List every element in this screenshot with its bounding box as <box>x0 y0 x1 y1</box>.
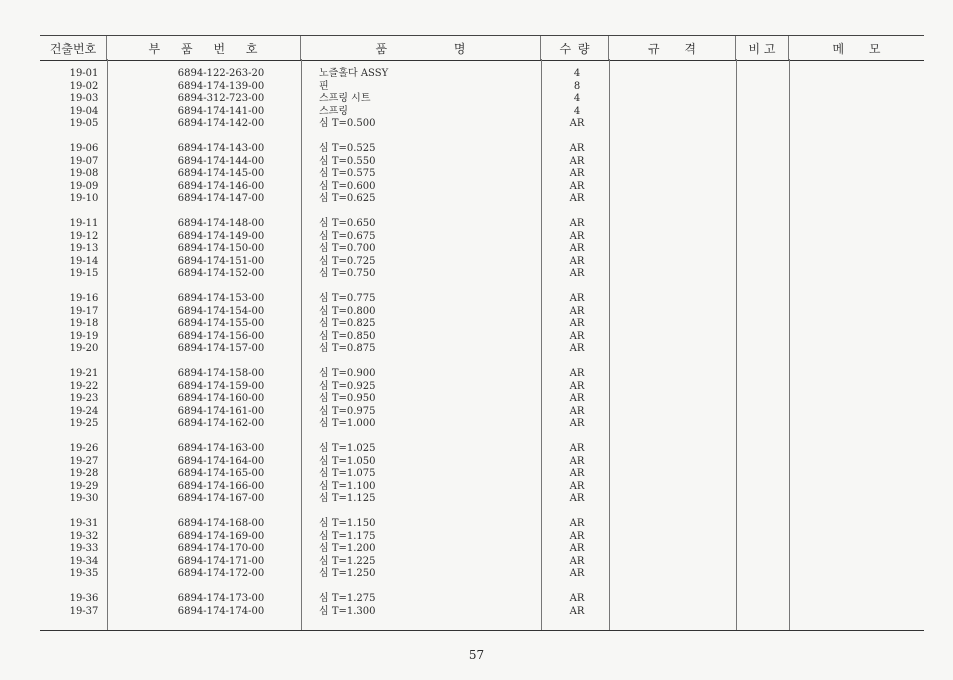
table-row <box>40 143 924 155</box>
header-spec <box>609 36 736 60</box>
table-row <box>40 318 924 330</box>
header-qty-char: 수 <box>559 41 572 56</box>
row-part-name: 심 T=0.875 <box>319 343 376 355</box>
row-quantity: AR <box>569 530 585 542</box>
row-part-number: 6894-174-165-00 <box>177 468 265 480</box>
row-part-number: 6894-174-142-00 <box>177 118 265 130</box>
row-part-number: 6894-174-151-00 <box>177 255 265 267</box>
row-quantity: AR <box>569 405 585 417</box>
table-row <box>40 543 924 555</box>
table-row <box>40 331 924 343</box>
row-part-number: 6894-174-162-00 <box>177 418 265 430</box>
row-quantity: AR <box>569 255 585 267</box>
row-part-name: 심 T=1.150 <box>319 518 376 529</box>
row-part-number: 6894-174-172-00 <box>177 568 265 580</box>
table-row <box>40 381 924 393</box>
row-number: 19-33 <box>69 543 99 555</box>
table-row <box>40 231 924 243</box>
header-qty <box>541 36 609 60</box>
table-row <box>40 243 924 255</box>
row-part-name: 심 T=0.650 <box>319 218 376 229</box>
row-part-name: 심 T=1.050 <box>319 455 376 467</box>
row-number: 19-16 <box>69 293 99 304</box>
row-number: 19-11 <box>69 218 99 229</box>
table-row <box>40 368 924 380</box>
row-part-number: 6894-174-155-00 <box>177 318 265 330</box>
table-row <box>40 256 924 268</box>
row-part-name: 핀 <box>319 80 329 92</box>
table-row <box>40 93 924 105</box>
row-part-number: 6894-174-149-00 <box>177 230 265 242</box>
table-row <box>40 443 924 455</box>
row-quantity: AR <box>569 568 585 580</box>
row-quantity: AR <box>569 268 585 280</box>
header-qty-char: 량 <box>577 41 590 56</box>
row-quantity: AR <box>569 393 585 405</box>
table-header <box>40 35 924 61</box>
header-part-char: 호 <box>245 41 259 56</box>
row-part-name: 심 T=0.550 <box>319 155 376 167</box>
row-part-name: 심 T=0.900 <box>319 368 376 379</box>
row-part-name: 심 T=1.175 <box>319 530 376 542</box>
row-number: 19-35 <box>69 568 99 580</box>
row-number: 19-10 <box>69 193 99 205</box>
row-quantity: AR <box>569 343 585 355</box>
row-quantity: AR <box>569 593 585 604</box>
row-part-number: 6894-174-163-00 <box>177 443 265 454</box>
table-row <box>40 418 924 430</box>
row-quantity: AR <box>569 230 585 242</box>
table-row <box>40 268 924 280</box>
row-part-number: 6894-312-723-00 <box>177 93 265 105</box>
table-row <box>40 406 924 418</box>
row-quantity: AR <box>569 330 585 342</box>
row-part-name: 심 T=0.825 <box>319 318 376 330</box>
row-number: 19-04 <box>69 105 99 117</box>
row-number: 19-26 <box>69 443 99 454</box>
row-number: 19-19 <box>69 330 99 342</box>
table-row <box>40 343 924 355</box>
row-quantity: AR <box>569 318 585 330</box>
row-number: 19-03 <box>69 93 99 105</box>
row-number: 19-05 <box>69 118 99 130</box>
row-quantity: AR <box>569 180 585 192</box>
row-number: 19-21 <box>69 368 99 379</box>
table-row <box>40 293 924 305</box>
row-part-number: 6894-174-145-00 <box>177 168 265 180</box>
row-number: 19-13 <box>69 243 99 255</box>
row-part-name: 심 T=0.700 <box>319 243 376 255</box>
row-part-number: 6894-174-154-00 <box>177 305 265 317</box>
row-number: 19-02 <box>69 80 99 92</box>
row-part-name: 스프링 시트 <box>319 93 371 105</box>
table-row <box>40 493 924 505</box>
row-number: 19-25 <box>69 418 99 430</box>
header-memo-char: 모 <box>868 41 881 56</box>
row-quantity: AR <box>569 168 585 180</box>
row-quantity: AR <box>569 443 585 454</box>
header-name-char: 품 <box>375 41 388 56</box>
row-part-name: 심 T=0.600 <box>319 180 376 192</box>
header-note <box>736 36 789 60</box>
row-part-name: 심 T=1.000 <box>319 418 376 430</box>
row-part-number: 6894-174-143-00 <box>177 143 265 154</box>
row-number: 19-24 <box>69 405 99 417</box>
row-part-name: 심 T=0.975 <box>319 405 376 417</box>
row-part-number: 6894-174-152-00 <box>177 268 265 280</box>
table-row <box>40 156 924 168</box>
row-part-name: 심 T=0.525 <box>319 143 376 154</box>
table-row <box>40 393 924 405</box>
row-part-name: 스프링 <box>319 105 348 117</box>
row-part-name: 심 T=0.750 <box>319 268 376 280</box>
row-part-name: 심 T=1.025 <box>319 443 376 454</box>
row-part-name: 심 T=0.925 <box>319 380 376 392</box>
header-part-number <box>107 36 301 60</box>
row-part-number: 6894-174-161-00 <box>177 405 265 417</box>
row-part-name: 심 T=1.075 <box>319 468 376 480</box>
row-part-name: 심 T=0.725 <box>319 255 376 267</box>
table-row <box>40 556 924 568</box>
row-number: 19-34 <box>69 555 99 567</box>
table-row <box>40 456 924 468</box>
row-part-number: 6894-174-157-00 <box>177 343 265 355</box>
row-part-name: 노즐홀다 ASSY <box>319 68 389 79</box>
table-row <box>40 531 924 543</box>
row-number: 19-01 <box>69 68 99 79</box>
row-part-number: 6894-174-160-00 <box>177 393 265 405</box>
row-quantity: AR <box>569 518 585 529</box>
row-quantity: AR <box>569 118 585 130</box>
row-quantity: 4 <box>573 93 581 105</box>
table-row <box>40 168 924 180</box>
row-part-number: 6894-174-173-00 <box>177 593 265 604</box>
row-part-name: 심 T=0.675 <box>319 230 376 242</box>
row-part-name: 심 T=1.275 <box>319 593 376 604</box>
table-row <box>40 193 924 205</box>
row-part-number: 6894-174-170-00 <box>177 543 265 555</box>
row-part-number: 6894-174-156-00 <box>177 330 265 342</box>
row-quantity: AR <box>569 143 585 154</box>
row-number: 19-37 <box>69 605 99 617</box>
row-part-number: 6894-174-167-00 <box>177 493 265 505</box>
header-note-label: 비 고 <box>748 41 776 56</box>
table-row <box>40 518 924 530</box>
row-number: 19-29 <box>69 480 99 492</box>
row-part-number: 6894-174-159-00 <box>177 380 265 392</box>
row-number: 19-32 <box>69 530 99 542</box>
row-quantity: AR <box>569 243 585 255</box>
header-spec-char: 규 <box>648 41 660 56</box>
row-quantity: 4 <box>573 105 581 117</box>
row-number: 19-30 <box>69 493 99 505</box>
table-row <box>40 181 924 193</box>
row-part-number: 6894-174-169-00 <box>177 530 265 542</box>
row-quantity: AR <box>569 555 585 567</box>
row-number: 19-15 <box>69 268 99 280</box>
row-number: 19-12 <box>69 230 99 242</box>
row-quantity: AR <box>569 493 585 505</box>
row-part-number: 6894-174-168-00 <box>177 518 265 529</box>
header-part-char: 번 <box>213 41 227 56</box>
header-name-char: 명 <box>453 41 466 56</box>
row-quantity: AR <box>569 480 585 492</box>
row-number: 19-06 <box>69 143 99 154</box>
row-quantity: AR <box>569 380 585 392</box>
row-part-number: 6894-174-146-00 <box>177 180 265 192</box>
row-number: 19-09 <box>69 180 99 192</box>
row-quantity: AR <box>569 468 585 480</box>
page-number: 57 <box>468 648 485 662</box>
row-number: 19-23 <box>69 393 99 405</box>
row-quantity: AR <box>569 218 585 229</box>
row-part-name: 심 T=0.800 <box>319 305 376 317</box>
row-quantity: AR <box>569 293 585 304</box>
row-number: 19-14 <box>69 255 99 267</box>
row-part-number: 6894-174-166-00 <box>177 480 265 492</box>
header-name <box>301 36 541 60</box>
row-quantity: AR <box>569 605 585 617</box>
row-number: 19-07 <box>69 155 99 167</box>
row-quantity: AR <box>569 368 585 379</box>
row-part-number: 6894-174-158-00 <box>177 368 265 379</box>
header-memo-char: 메 <box>832 41 845 56</box>
table-bottom-rule <box>40 630 924 631</box>
row-number: 19-27 <box>69 455 99 467</box>
row-part-number: 6894-174-174-00 <box>177 605 265 617</box>
header-spec-char: 격 <box>684 41 696 56</box>
header-part-char: 부 <box>148 41 162 56</box>
row-part-number: 6894-174-153-00 <box>177 293 265 304</box>
table-row <box>40 593 924 605</box>
row-number: 19-31 <box>69 518 99 529</box>
header-no-label: 건출번호 <box>49 41 97 56</box>
row-part-number: 6894-122-263-20 <box>177 68 265 79</box>
row-quantity: AR <box>569 155 585 167</box>
row-part-number: 6894-174-139-00 <box>177 80 265 92</box>
row-number: 19-20 <box>69 343 99 355</box>
row-quantity: AR <box>569 455 585 467</box>
row-part-number: 6894-174-147-00 <box>177 193 265 205</box>
table-row <box>40 468 924 480</box>
row-part-name: 심 T=0.625 <box>319 193 376 205</box>
row-part-name: 심 T=1.200 <box>319 543 376 555</box>
row-part-name: 심 T=1.225 <box>319 555 376 567</box>
header-memo <box>789 36 924 60</box>
row-quantity: AR <box>569 305 585 317</box>
row-number: 19-36 <box>69 593 99 604</box>
row-part-name: 심 T=1.300 <box>319 605 376 617</box>
table-row <box>40 118 924 130</box>
table-row <box>40 481 924 493</box>
table-row <box>40 81 924 93</box>
row-part-number: 6894-174-141-00 <box>177 105 265 117</box>
table-row <box>40 306 924 318</box>
table-row <box>40 106 924 118</box>
row-quantity: AR <box>569 418 585 430</box>
table-row <box>40 218 924 230</box>
row-number: 19-22 <box>69 380 99 392</box>
row-part-number: 6894-174-164-00 <box>177 455 265 467</box>
row-part-name: 심 T=1.250 <box>319 568 376 580</box>
row-part-name: 심 T=0.850 <box>319 330 376 342</box>
row-part-number: 6894-174-144-00 <box>177 155 265 167</box>
table-row <box>40 68 924 80</box>
row-part-name: 심 T=1.100 <box>319 480 376 492</box>
row-number: 19-18 <box>69 318 99 330</box>
row-part-name: 심 T=0.575 <box>319 168 376 180</box>
row-part-name: 심 T=0.950 <box>319 393 376 405</box>
row-quantity: 4 <box>573 68 581 79</box>
row-quantity: AR <box>569 543 585 555</box>
header-no <box>40 36 107 60</box>
row-number: 19-08 <box>69 168 99 180</box>
row-quantity: 8 <box>573 80 581 92</box>
row-part-name: 심 T=1.125 <box>319 493 376 505</box>
row-part-name: 심 T=0.500 <box>319 118 376 130</box>
row-part-number: 6894-174-150-00 <box>177 243 265 255</box>
row-quantity: AR <box>569 193 585 205</box>
table-row <box>40 606 924 618</box>
row-part-name: 심 T=0.775 <box>319 293 376 304</box>
row-part-number: 6894-174-148-00 <box>177 218 265 229</box>
table-row <box>40 568 924 580</box>
header-part-char: 품 <box>180 41 194 56</box>
row-number: 19-17 <box>69 305 99 317</box>
row-part-number: 6894-174-171-00 <box>177 555 265 567</box>
row-number: 19-28 <box>69 468 99 480</box>
